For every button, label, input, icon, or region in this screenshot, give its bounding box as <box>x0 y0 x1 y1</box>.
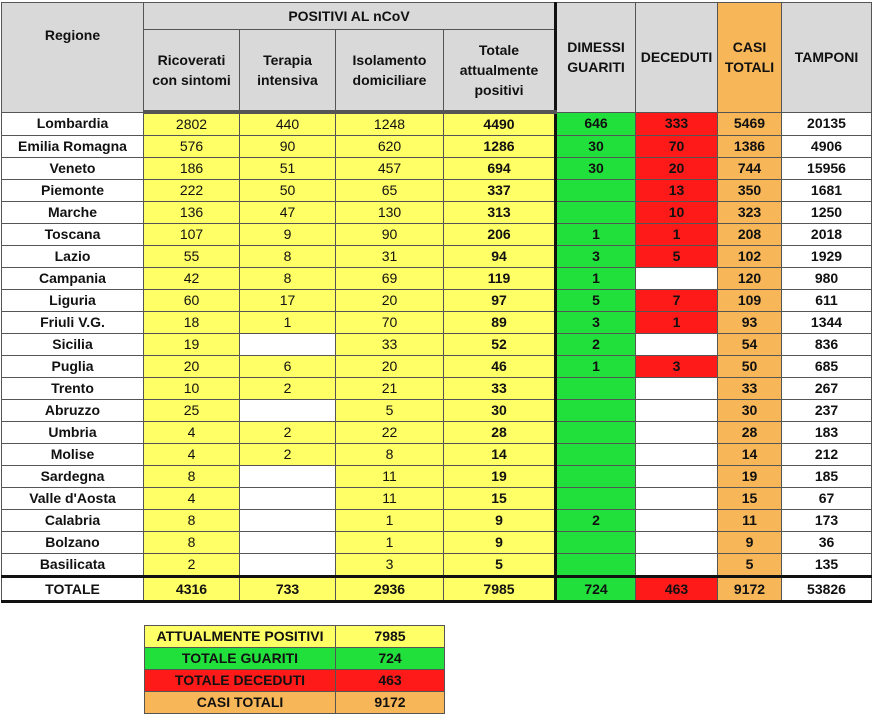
cell-dimessi: 5 <box>556 290 636 312</box>
summary-table <box>144 625 445 714</box>
summary-label: ATTUALMENTE POSITIVI <box>145 626 336 648</box>
table-row <box>2 378 872 400</box>
cell-ricoverati: 4 <box>144 444 240 466</box>
cell-dimessi: 2 <box>556 510 636 532</box>
cell-isolamento: 457 <box>336 158 444 180</box>
cell-casi: 102 <box>718 246 782 268</box>
cell-totale-positivi: 9 <box>444 510 556 532</box>
cell-regione: Piemonte <box>2 180 144 202</box>
cell-dimessi: 1 <box>556 356 636 378</box>
table-row <box>2 422 872 444</box>
total-terapia: 733 <box>240 577 336 602</box>
cell-isolamento: 1248 <box>336 112 444 136</box>
cell-isolamento: 8 <box>336 444 444 466</box>
cell-isolamento: 69 <box>336 268 444 290</box>
cell-isolamento: 11 <box>336 466 444 488</box>
table-row <box>2 180 872 202</box>
cell-casi: 744 <box>718 158 782 180</box>
cell-deceduti <box>636 510 718 532</box>
cell-dimessi <box>556 532 636 554</box>
cell-dimessi <box>556 488 636 510</box>
cell-tamponi: 1344 <box>782 312 872 334</box>
header-totale-positivi: Totale attualmente positivi <box>444 30 556 113</box>
cell-isolamento: 11 <box>336 488 444 510</box>
table-row <box>2 356 872 378</box>
cell-totale-positivi: 89 <box>444 312 556 334</box>
summary-value: 7985 <box>336 626 445 648</box>
cell-regione: Abruzzo <box>2 400 144 422</box>
cell-ricoverati: 107 <box>144 224 240 246</box>
cell-deceduti <box>636 532 718 554</box>
cell-casi: 120 <box>718 268 782 290</box>
cell-totale-positivi: 30 <box>444 400 556 422</box>
cell-casi: 54 <box>718 334 782 356</box>
cell-terapia: 2 <box>240 444 336 466</box>
cell-regione: Lombardia <box>2 112 144 136</box>
cell-regione: Umbria <box>2 422 144 444</box>
cell-regione: Campania <box>2 268 144 290</box>
cell-deceduti <box>636 422 718 444</box>
cell-ricoverati: 25 <box>144 400 240 422</box>
summary-value: 463 <box>336 670 445 692</box>
cell-terapia <box>240 510 336 532</box>
cell-deceduti <box>636 334 718 356</box>
cell-casi: 1386 <box>718 136 782 158</box>
cell-dimessi: 1 <box>556 268 636 290</box>
table-row <box>2 312 872 334</box>
cell-dimessi <box>556 202 636 224</box>
summary-value: 9172 <box>336 692 445 714</box>
cell-totale-positivi: 119 <box>444 268 556 290</box>
cell-regione: Molise <box>2 444 144 466</box>
cell-casi: 14 <box>718 444 782 466</box>
cell-deceduti: 3 <box>636 356 718 378</box>
cell-totale-positivi: 206 <box>444 224 556 246</box>
cell-deceduti: 70 <box>636 136 718 158</box>
cell-casi: 9 <box>718 532 782 554</box>
cell-dimessi <box>556 444 636 466</box>
cell-dimessi <box>556 400 636 422</box>
summary-row-positivi <box>145 626 445 648</box>
cell-ricoverati: 2 <box>144 554 240 577</box>
header-terapia: Terapia intensiva <box>240 30 336 113</box>
total-tamponi: 53826 <box>782 577 872 602</box>
header-deceduti: DECEDUTI <box>636 3 718 113</box>
cell-terapia <box>240 334 336 356</box>
cell-regione: Valle d'Aosta <box>2 488 144 510</box>
cell-totale-positivi: 9 <box>444 532 556 554</box>
cell-terapia <box>240 466 336 488</box>
cell-dimessi: 30 <box>556 136 636 158</box>
cell-casi: 15 <box>718 488 782 510</box>
table-row <box>2 400 872 422</box>
cell-totale-positivi: 1286 <box>444 136 556 158</box>
total-label: TOTALE <box>2 577 144 602</box>
cell-tamponi: 1681 <box>782 180 872 202</box>
cell-deceduti <box>636 444 718 466</box>
summary-label: TOTALE GUARITI <box>145 648 336 670</box>
cell-totale-positivi: 15 <box>444 488 556 510</box>
cell-regione: Trento <box>2 378 144 400</box>
cell-tamponi: 836 <box>782 334 872 356</box>
table-row <box>2 112 872 136</box>
cell-ricoverati: 2802 <box>144 112 240 136</box>
cell-dimessi <box>556 466 636 488</box>
cell-isolamento: 130 <box>336 202 444 224</box>
cell-tamponi: 185 <box>782 466 872 488</box>
total-casi: 9172 <box>718 577 782 602</box>
cell-totale-positivi: 52 <box>444 334 556 356</box>
cell-isolamento: 70 <box>336 312 444 334</box>
cell-tamponi: 237 <box>782 400 872 422</box>
table-row <box>2 158 872 180</box>
total-isolamento: 2936 <box>336 577 444 602</box>
cell-ricoverati: 20 <box>144 356 240 378</box>
cell-regione: Calabria <box>2 510 144 532</box>
cell-deceduti <box>636 488 718 510</box>
cell-totale-positivi: 33 <box>444 378 556 400</box>
cell-isolamento: 5 <box>336 400 444 422</box>
cell-totale-positivi: 28 <box>444 422 556 444</box>
cell-tamponi: 135 <box>782 554 872 577</box>
cell-terapia: 8 <box>240 246 336 268</box>
cell-terapia: 17 <box>240 290 336 312</box>
table-row <box>2 510 872 532</box>
cell-dimessi <box>556 554 636 577</box>
cell-casi: 50 <box>718 356 782 378</box>
table-row <box>2 554 872 577</box>
summary-row-guariti <box>145 648 445 670</box>
cell-ricoverati: 8 <box>144 466 240 488</box>
table-row <box>2 202 872 224</box>
cell-terapia: 440 <box>240 112 336 136</box>
header-isolamento: Isolamento domiciliare <box>336 30 444 113</box>
cell-regione: Veneto <box>2 158 144 180</box>
table-row <box>2 532 872 554</box>
cell-regione: Toscana <box>2 224 144 246</box>
cell-isolamento: 1 <box>336 532 444 554</box>
cell-ricoverati: 186 <box>144 158 240 180</box>
cell-deceduti <box>636 400 718 422</box>
cell-casi: 208 <box>718 224 782 246</box>
cell-ricoverati: 576 <box>144 136 240 158</box>
total-positivi: 7985 <box>444 577 556 602</box>
cell-deceduti: 5 <box>636 246 718 268</box>
cell-regione: Sardegna <box>2 466 144 488</box>
cell-totale-positivi: 337 <box>444 180 556 202</box>
cell-tamponi: 173 <box>782 510 872 532</box>
cell-tamponi: 20135 <box>782 112 872 136</box>
covid-regions-table <box>1 2 872 603</box>
cell-totale-positivi: 4490 <box>444 112 556 136</box>
cell-regione: Puglia <box>2 356 144 378</box>
cell-regione: Marche <box>2 202 144 224</box>
header-ricoverati: Ricoverati con sintomi <box>144 30 240 113</box>
cell-tamponi: 685 <box>782 356 872 378</box>
cell-regione: Basilicata <box>2 554 144 577</box>
cell-deceduti <box>636 268 718 290</box>
cell-regione: Friuli V.G. <box>2 312 144 334</box>
cell-terapia: 9 <box>240 224 336 246</box>
cell-ricoverati: 136 <box>144 202 240 224</box>
cell-terapia: 2 <box>240 378 336 400</box>
cell-regione: Liguria <box>2 290 144 312</box>
table-row <box>2 246 872 268</box>
cell-totale-positivi: 14 <box>444 444 556 466</box>
cell-terapia: 51 <box>240 158 336 180</box>
table-body <box>2 112 872 577</box>
total-ricoverati: 4316 <box>144 577 240 602</box>
cell-totale-positivi: 97 <box>444 290 556 312</box>
cell-tamponi: 212 <box>782 444 872 466</box>
cell-isolamento: 31 <box>336 246 444 268</box>
cell-regione: Emilia Romagna <box>2 136 144 158</box>
cell-ricoverati: 10 <box>144 378 240 400</box>
cell-tamponi: 2018 <box>782 224 872 246</box>
cell-isolamento: 65 <box>336 180 444 202</box>
cell-ricoverati: 222 <box>144 180 240 202</box>
cell-casi: 350 <box>718 180 782 202</box>
cell-totale-positivi: 5 <box>444 554 556 577</box>
cell-isolamento: 620 <box>336 136 444 158</box>
cell-terapia <box>240 554 336 577</box>
total-dimessi: 724 <box>556 577 636 602</box>
cell-dimessi: 646 <box>556 112 636 136</box>
cell-ricoverati: 19 <box>144 334 240 356</box>
cell-deceduti: 7 <box>636 290 718 312</box>
cell-deceduti: 333 <box>636 112 718 136</box>
cell-tamponi: 1929 <box>782 246 872 268</box>
cell-terapia: 8 <box>240 268 336 290</box>
header-casi: CASI TOTALI <box>718 3 782 113</box>
cell-totale-positivi: 46 <box>444 356 556 378</box>
cell-deceduti: 10 <box>636 202 718 224</box>
cell-terapia <box>240 532 336 554</box>
cell-deceduti <box>636 378 718 400</box>
cell-totale-positivi: 94 <box>444 246 556 268</box>
cell-terapia <box>240 400 336 422</box>
header-positivi-group: POSITIVI AL nCoV <box>144 3 556 30</box>
cell-terapia: 47 <box>240 202 336 224</box>
cell-tamponi: 1250 <box>782 202 872 224</box>
cell-tamponi: 67 <box>782 488 872 510</box>
cell-deceduti: 1 <box>636 312 718 334</box>
cell-tamponi: 267 <box>782 378 872 400</box>
cell-casi: 11 <box>718 510 782 532</box>
cell-regione: Lazio <box>2 246 144 268</box>
cell-ricoverati: 4 <box>144 422 240 444</box>
cell-regione: Bolzano <box>2 532 144 554</box>
cell-deceduti: 13 <box>636 180 718 202</box>
cell-tamponi: 611 <box>782 290 872 312</box>
cell-dimessi: 1 <box>556 224 636 246</box>
summary-row-deceduti <box>145 670 445 692</box>
cell-dimessi: 3 <box>556 312 636 334</box>
cell-dimessi <box>556 422 636 444</box>
cell-ricoverati: 8 <box>144 532 240 554</box>
cell-deceduti: 1 <box>636 224 718 246</box>
cell-casi: 28 <box>718 422 782 444</box>
table-row <box>2 488 872 510</box>
cell-casi: 5 <box>718 554 782 577</box>
cell-ricoverati: 8 <box>144 510 240 532</box>
cell-totale-positivi: 19 <box>444 466 556 488</box>
cell-isolamento: 20 <box>336 356 444 378</box>
cell-casi: 323 <box>718 202 782 224</box>
header-regione: Regione <box>2 3 144 113</box>
cell-isolamento: 1 <box>336 510 444 532</box>
cell-casi: 5469 <box>718 112 782 136</box>
cell-totale-positivi: 313 <box>444 202 556 224</box>
table-row <box>2 334 872 356</box>
table-row <box>2 466 872 488</box>
table-row <box>2 136 872 158</box>
cell-ricoverati: 4 <box>144 488 240 510</box>
total-deceduti: 463 <box>636 577 718 602</box>
cell-terapia <box>240 488 336 510</box>
cell-casi: 33 <box>718 378 782 400</box>
cell-ricoverati: 42 <box>144 268 240 290</box>
cell-dimessi: 2 <box>556 334 636 356</box>
cell-casi: 30 <box>718 400 782 422</box>
table-row <box>2 224 872 246</box>
cell-isolamento: 21 <box>336 378 444 400</box>
cell-terapia: 50 <box>240 180 336 202</box>
cell-tamponi: 36 <box>782 532 872 554</box>
cell-ricoverati: 18 <box>144 312 240 334</box>
cell-tamponi: 183 <box>782 422 872 444</box>
cell-ricoverati: 60 <box>144 290 240 312</box>
cell-terapia: 90 <box>240 136 336 158</box>
summary-row-casi <box>145 692 445 714</box>
cell-isolamento: 20 <box>336 290 444 312</box>
cell-tamponi: 15956 <box>782 158 872 180</box>
cell-deceduti <box>636 466 718 488</box>
cell-ricoverati: 55 <box>144 246 240 268</box>
table-row <box>2 444 872 466</box>
cell-dimessi <box>556 180 636 202</box>
cell-totale-positivi: 694 <box>444 158 556 180</box>
table-row <box>2 268 872 290</box>
cell-deceduti: 20 <box>636 158 718 180</box>
cell-tamponi: 980 <box>782 268 872 290</box>
cell-isolamento: 3 <box>336 554 444 577</box>
cell-isolamento: 22 <box>336 422 444 444</box>
cell-terapia: 1 <box>240 312 336 334</box>
cell-casi: 93 <box>718 312 782 334</box>
header-tamponi: TAMPONI <box>782 3 872 113</box>
summary-label: CASI TOTALI <box>145 692 336 714</box>
cell-casi: 109 <box>718 290 782 312</box>
cell-regione: Sicilia <box>2 334 144 356</box>
cell-dimessi: 3 <box>556 246 636 268</box>
cell-isolamento: 33 <box>336 334 444 356</box>
cell-dimessi <box>556 378 636 400</box>
header-dimessi: DIMESSI GUARITI <box>556 3 636 113</box>
cell-deceduti <box>636 554 718 577</box>
cell-casi: 19 <box>718 466 782 488</box>
cell-dimessi: 30 <box>556 158 636 180</box>
total-row <box>2 577 872 602</box>
summary-label: TOTALE DECEDUTI <box>145 670 336 692</box>
cell-tamponi: 4906 <box>782 136 872 158</box>
cell-terapia: 2 <box>240 422 336 444</box>
cell-terapia: 6 <box>240 356 336 378</box>
summary-value: 724 <box>336 648 445 670</box>
cell-isolamento: 90 <box>336 224 444 246</box>
table-row <box>2 290 872 312</box>
